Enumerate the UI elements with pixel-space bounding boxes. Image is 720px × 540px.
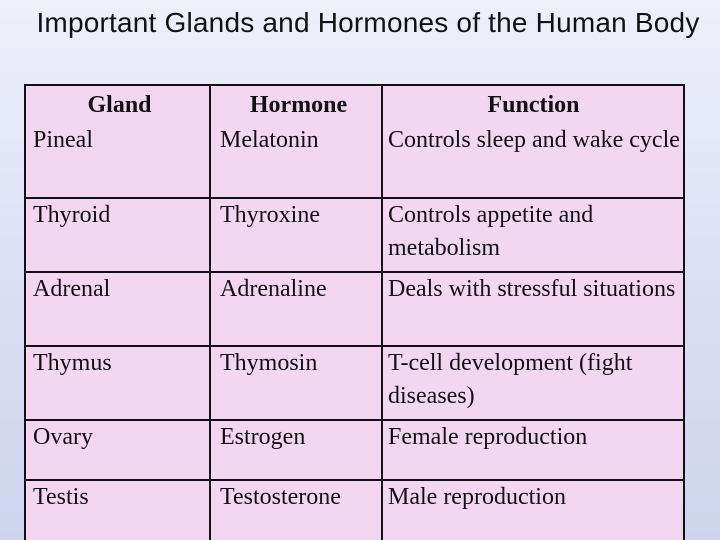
hormone-cell: Estrogen: [213, 420, 384, 480]
table-row: [26, 198, 683, 272]
table-row: [26, 420, 683, 480]
column-divider-2: [381, 86, 383, 540]
gland-cell: Ovary: [26, 420, 213, 480]
title-area: [0, 0, 720, 84]
function-cell: Male reproduction: [384, 480, 683, 540]
column-divider-1: [209, 86, 211, 540]
table-row: [26, 346, 683, 420]
function-cell: T-cell development (fight diseases): [384, 346, 683, 420]
gland-cell: Adrenal: [26, 272, 213, 346]
table-header-row: [26, 86, 683, 124]
gland-cell: Thyroid: [26, 198, 213, 272]
hormone-cell: Thymosin: [213, 346, 384, 420]
function-cell: Controls sleep and wake cycle: [388, 127, 680, 153]
header-hormone: Hormone: [249, 92, 348, 118]
function-cell: Deals with stressful situations: [384, 272, 683, 346]
hormone-cell: Thyroxine: [213, 198, 384, 272]
header-gland: Gland: [87, 92, 152, 118]
header-function: Function: [487, 92, 580, 118]
glands-table: [26, 86, 683, 540]
gland-cell: Thymus: [26, 346, 213, 420]
glands-table-container: [24, 84, 685, 540]
gland-cell: Testis: [26, 480, 213, 540]
hormone-cell: Testosterone: [213, 480, 384, 540]
table-row: [26, 124, 683, 198]
function-cell: Controls appetite and metabolism: [384, 198, 683, 272]
slide-title: Important Glands and Hormones of the Human Body: [36, 7, 700, 38]
function-cell: Female reproduction: [384, 420, 683, 480]
gland-cell: Pineal: [33, 127, 93, 153]
hormone-cell: Adrenaline: [213, 272, 384, 346]
table-row: [26, 272, 683, 346]
table-row: [26, 480, 683, 540]
hormone-cell: Melatonin: [220, 127, 319, 153]
